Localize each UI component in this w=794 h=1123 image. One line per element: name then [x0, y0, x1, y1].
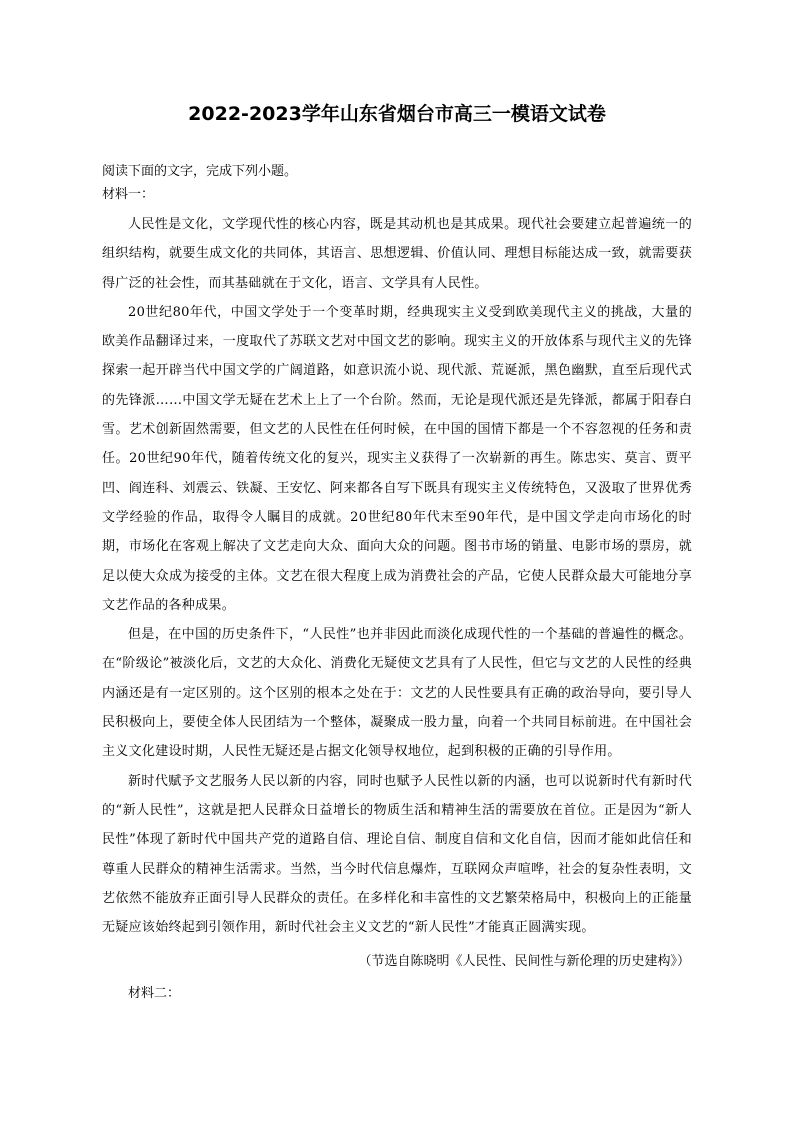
paragraph-3: 但是，在中国的历史条件下，“人民性”也并非因此而淡化成现代性的一个基础的普遍性的概念。在“阶级论”被淡化后，文艺的大众化、消费化无疑使文艺具有了人民性，但它与文艺的人民性的经典内涵还是有一定区别的。这个区别的根本之处在于：文艺的人民性要具有正确的政治导向，要引导人民积极向上，要使全体人民团结为一个整体，凝聚成一股力量，向着一个共同目标前进。在中国社会主义文化建设时期，人民性无疑还是占据文化领导权地位，起到积极的正确的引导作用。	[102, 627, 692, 760]
document-title: 2022-2023学年山东省烟台市高三一模语文试卷	[188, 103, 606, 125]
paragraph-4: 新时代赋予文艺服务人民以新的内容，同时也赋予人民性以新的内涵，也可以说新时代有新时代的“新人民性”，这就是把人民群众日益增长的物质生活和精神生活的需要放在首位。正是因为“新人民性”体现了新时代中国共产党的道路自信、理论自信、制度自信和文化自信，因而才能如此信任和尊重人民群众的精神生活需求。当然，当今时代信息爆炸，互联网众声喧哗，社会的复杂性表明，文艺依然不能放弃正面引导人民群众的责任。在多样化和丰富性的文艺繁荣格局中，积极向上的正能量无疑应该始终起到引领作用，新时代社会主义文艺的“新人民性”才能真正圆满实现。	[102, 773, 692, 936]
reading-instruction: 阅读下面的文字，完成下列小题。	[102, 164, 298, 179]
material-1-body	[102, 210, 692, 942]
material-2-label: 材料二：	[128, 986, 181, 1001]
paragraph-2: 20世纪80年代，中国文学处于一个变革时期，经典现实主义受到欧美现代主义的挑战，大量的欧美作品翻译过来，一度取代了苏联文艺对中国文艺的影响。现实主义的开放体系与现代主义的先锋探索一起开辟当代中国文学的广阔道路，如意识流小说、现代派、荒诞派，黑色幽默，直至后现代式的先锋派……中国文学无疑在艺术上上了一个台阶。然而，无论是现代派还是先锋派，都属于阳春白雪。艺术创新固然需要，但文艺的人民性在任何时候，在中国的国情下都是一个不容忽视的任务和责任。20世纪90年代，随着传统文化的复兴，现实主义获得了一次崭新的再生。陈忠实、莫言、贾平凹、阎连科、刘震云、铁凝、王安忆、阿来都各自写下既具有现实主义传统特色，又汲取了世界优秀文学经验的作品，取得令人瞩目的成就。20世纪80年代末至90年代，是中国文学走向市场化的时期，市场化在客观上解决了文艺走向大众、面向大众的问题。图书市场的销量、电影市场的票房，就足以使大众成为接受的主体。文艺在很大程度上成为消费社会的产品，它使人民群众最大可能地分享文艺作品的各种成果。	[102, 304, 692, 613]
source-citation: （节选自陈晓明《人民性、民间性与新伦理的历史建构》）	[358, 954, 690, 969]
material-1-label: 材料一：	[102, 187, 155, 202]
paragraph-1: 人民性是文化，文学现代性的核心内容，既是其动机也是其成果。现代社会要建立起普遍统一的组织结构，就要生成文化的共同体，其语言、思想逻辑、价值认同、理想目标能达成一致，就需要获得广泛的社会性，而其基础就在于文化，语言、文学具有人民性。	[102, 217, 692, 291]
